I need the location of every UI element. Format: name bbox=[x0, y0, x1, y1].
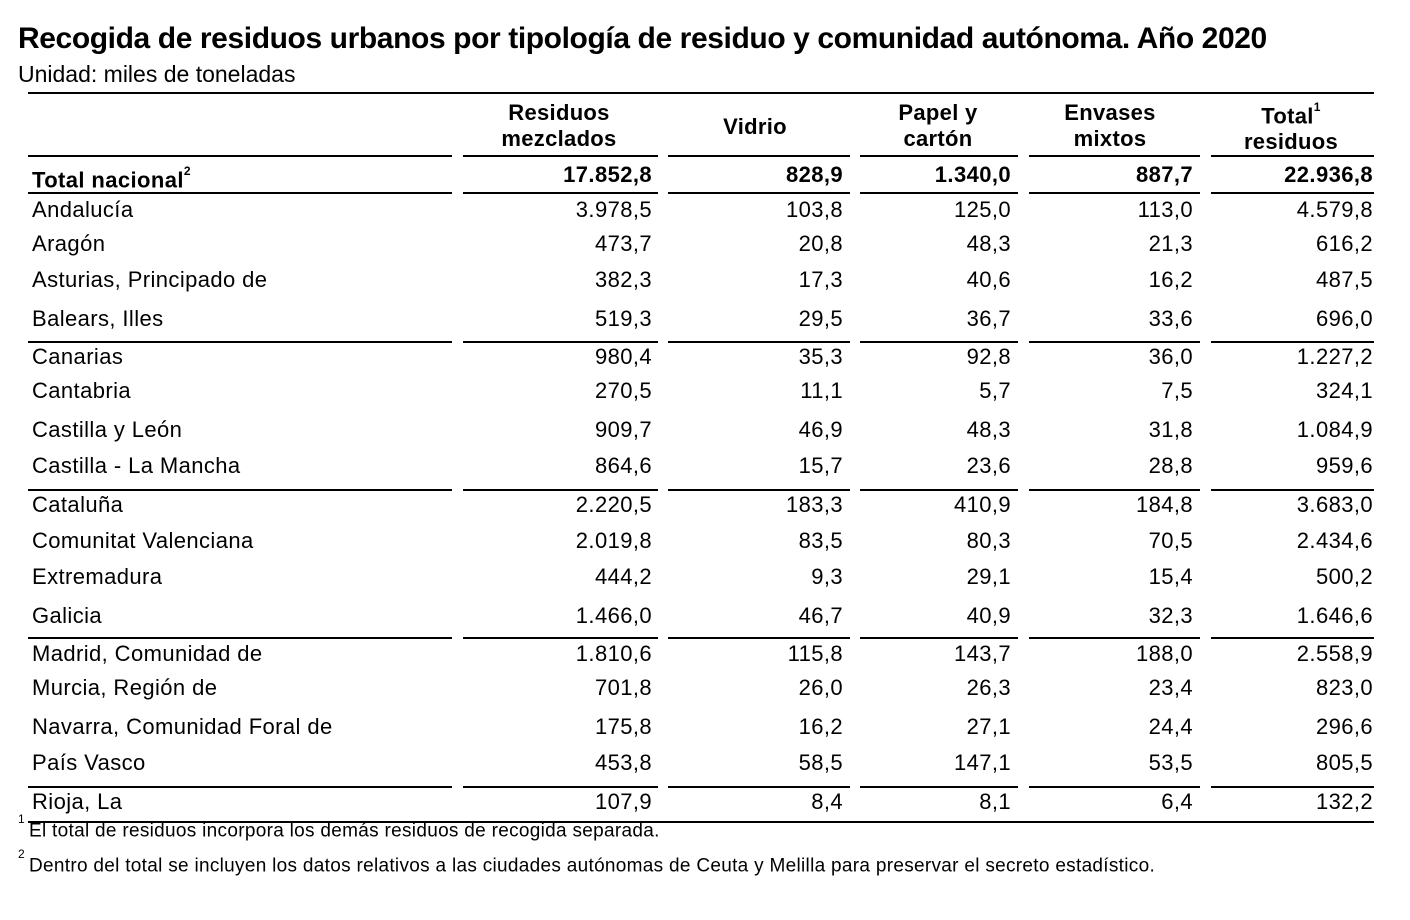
row-value: 823,0 bbox=[1315, 675, 1373, 700]
table-row bbox=[0, 227, 1410, 261]
group-separator bbox=[1211, 489, 1374, 491]
row-label bbox=[32, 193, 133, 227]
row-value: 444,2 bbox=[594, 564, 652, 589]
row-label-text: Galicia bbox=[32, 603, 103, 628]
row-value: 519,3 bbox=[594, 306, 652, 331]
table-row bbox=[0, 413, 1410, 447]
row-value: 701,8 bbox=[594, 675, 652, 700]
group-separator bbox=[463, 637, 658, 639]
header-underline bbox=[463, 155, 658, 157]
row-value: 23,4 bbox=[1148, 675, 1193, 700]
row-value: 28,8 bbox=[1148, 453, 1193, 478]
row-value: 15,4 bbox=[1148, 564, 1193, 589]
table-row bbox=[0, 599, 1410, 633]
group-separator bbox=[668, 786, 850, 788]
row-value: 1.810,6 bbox=[575, 641, 652, 666]
table-row bbox=[0, 710, 1410, 744]
row-value: 46,9 bbox=[798, 417, 843, 442]
row-value: 125,0 bbox=[953, 197, 1011, 222]
row-value: 6,4 bbox=[1161, 789, 1193, 814]
header-underline bbox=[668, 155, 850, 157]
group-separator bbox=[668, 637, 850, 639]
row-value: 16,2 bbox=[1148, 267, 1193, 292]
row-value: 132,2 bbox=[1315, 789, 1373, 814]
row-value: 83,5 bbox=[798, 528, 843, 553]
row-label-text: Canarias bbox=[32, 344, 124, 369]
top-rule bbox=[28, 92, 1374, 94]
group-separator bbox=[463, 489, 658, 491]
row-value: 40,6 bbox=[966, 267, 1011, 292]
row-value: 58,5 bbox=[798, 750, 843, 775]
table-row bbox=[0, 637, 1410, 671]
row-value: 188,0 bbox=[1135, 641, 1193, 666]
row-value: 7,5 bbox=[1161, 378, 1193, 403]
footnote bbox=[18, 812, 660, 842]
row-value: 35,3 bbox=[798, 344, 843, 369]
row-value: 805,5 bbox=[1315, 750, 1373, 775]
row-label-text: Asturias, Principado de bbox=[32, 267, 268, 292]
row-label-text: País Vasco bbox=[32, 750, 146, 775]
row-value: 1.340,0 bbox=[934, 162, 1011, 187]
group-separator bbox=[1211, 786, 1374, 788]
row-label-text: Murcia, Región de bbox=[32, 675, 218, 700]
group-separator bbox=[1029, 786, 1200, 788]
row-value: 324,1 bbox=[1315, 378, 1373, 403]
column-header-line: Envases bbox=[1064, 100, 1156, 125]
group-separator bbox=[28, 786, 452, 788]
table-row bbox=[0, 560, 1410, 594]
group-separator bbox=[668, 341, 850, 343]
row-value: 29,1 bbox=[966, 564, 1011, 589]
row-value: 500,2 bbox=[1315, 564, 1373, 589]
column-header bbox=[1020, 100, 1200, 152]
footnote-text: El total de residuos incorpora los demás residuos de recogida separada. bbox=[28, 820, 660, 842]
table-row bbox=[0, 488, 1410, 522]
row-value: 103,8 bbox=[785, 197, 843, 222]
row-label bbox=[32, 599, 102, 633]
row-value: 2.220,5 bbox=[575, 492, 652, 517]
header-underline bbox=[1029, 155, 1200, 157]
table-row bbox=[0, 302, 1410, 336]
row-value: 20,8 bbox=[798, 231, 843, 256]
row-value: 11,1 bbox=[800, 378, 843, 403]
row-value: 183,3 bbox=[785, 492, 843, 517]
group-separator bbox=[860, 637, 1018, 639]
column-header-line: residuos bbox=[1243, 129, 1339, 155]
group-separator bbox=[28, 341, 452, 343]
row-value: 115,8 bbox=[787, 641, 843, 666]
row-value: 959,6 bbox=[1315, 453, 1373, 478]
row-label bbox=[32, 263, 267, 297]
row-value: 5,7 bbox=[979, 378, 1011, 403]
group-separator bbox=[1029, 489, 1200, 491]
row-label bbox=[32, 413, 182, 447]
row-value: 1.646,6 bbox=[1296, 603, 1373, 628]
group-separator bbox=[1029, 341, 1200, 343]
row-label bbox=[32, 785, 122, 819]
row-value: 382,3 bbox=[594, 267, 652, 292]
row-value: 29,5 bbox=[798, 306, 843, 331]
footnote-mark: 2 bbox=[18, 847, 25, 861]
group-separator bbox=[463, 786, 658, 788]
row-value: 410,9 bbox=[953, 492, 1011, 517]
footnote bbox=[18, 847, 1156, 877]
row-value: 473,7 bbox=[594, 231, 652, 256]
table-row bbox=[0, 449, 1410, 483]
row-label-text: Comunitat Valenciana bbox=[32, 528, 254, 553]
row-value: 175,8 bbox=[594, 714, 652, 739]
row-label-text: Castilla y León bbox=[32, 417, 183, 442]
row-value: 48,3 bbox=[966, 417, 1011, 442]
row-label-text: Extremadura bbox=[32, 564, 163, 589]
row-value: 8,1 bbox=[979, 789, 1011, 814]
row-label bbox=[32, 488, 123, 522]
row-value: 15,7 bbox=[798, 453, 843, 478]
group-separator bbox=[463, 341, 658, 343]
row-label bbox=[32, 560, 162, 594]
table-row bbox=[0, 193, 1410, 227]
row-value: 980,4 bbox=[594, 344, 652, 369]
column-header-line: cartón bbox=[903, 126, 973, 151]
row-label-text: Andalucía bbox=[32, 197, 134, 222]
footnote-mark: 2 bbox=[183, 164, 191, 178]
table-row bbox=[0, 374, 1410, 408]
row-label bbox=[32, 227, 105, 261]
row-label bbox=[32, 671, 217, 705]
column-header bbox=[848, 100, 1028, 152]
header-underline bbox=[860, 155, 1018, 157]
row-value: 147,1 bbox=[953, 750, 1011, 775]
row-value: 46,7 bbox=[798, 603, 843, 628]
row-value: 864,6 bbox=[594, 453, 652, 478]
row-value: 36,7 bbox=[966, 306, 1011, 331]
row-value: 1.466,0 bbox=[575, 603, 652, 628]
row-value: 3.978,5 bbox=[575, 197, 652, 222]
footnote-text: Dentro del total se incluyen los datos relativos a las ciudades autónomas de Ceuta y Melilla para preservar el secreto estadístico. bbox=[28, 855, 1156, 877]
row-value: 26,0 bbox=[798, 675, 843, 700]
row-value: 296,6 bbox=[1315, 714, 1373, 739]
table-row bbox=[0, 263, 1410, 297]
row-label-text: Total nacional bbox=[32, 167, 184, 193]
row-value: 27,1 bbox=[966, 714, 1011, 739]
row-value: 2.019,8 bbox=[575, 528, 652, 553]
row-label bbox=[32, 524, 254, 558]
row-value: 80,3 bbox=[966, 528, 1011, 553]
total-row bbox=[0, 158, 1410, 192]
row-value: 17.852,8 bbox=[563, 162, 652, 187]
row-value: 53,5 bbox=[1148, 750, 1193, 775]
row-label bbox=[32, 340, 123, 374]
row-label-text: Castilla - La Mancha bbox=[32, 453, 241, 478]
group-separator bbox=[860, 786, 1018, 788]
group-separator bbox=[1029, 637, 1200, 639]
table-row bbox=[0, 785, 1410, 819]
row-value: 92,8 bbox=[966, 344, 1011, 369]
column-header-line: Papel y bbox=[898, 100, 978, 125]
header-underline bbox=[1211, 155, 1374, 157]
row-label-text: Rioja, La bbox=[32, 789, 123, 814]
row-value: 909,7 bbox=[594, 417, 652, 442]
row-label bbox=[32, 449, 241, 483]
row-label bbox=[32, 302, 164, 336]
row-value: 48,3 bbox=[966, 231, 1011, 256]
row-label-text: Navarra, Comunidad Foral de bbox=[32, 714, 333, 739]
row-value: 887,7 bbox=[1135, 162, 1193, 187]
row-value: 453,8 bbox=[594, 750, 652, 775]
column-header-line: Vidrio bbox=[723, 114, 787, 139]
row-value: 9,3 bbox=[811, 564, 843, 589]
row-label bbox=[32, 746, 146, 780]
column-header-line: Total bbox=[1261, 103, 1314, 129]
footnote-mark: 1 bbox=[1313, 100, 1321, 114]
row-value: 828,9 bbox=[785, 162, 843, 187]
row-value: 487,5 bbox=[1315, 267, 1373, 292]
footnote-mark: 1 bbox=[18, 812, 25, 826]
table-row bbox=[0, 671, 1410, 705]
row-value: 26,3 bbox=[966, 675, 1011, 700]
group-separator bbox=[28, 637, 452, 639]
row-value: 4.579,8 bbox=[1296, 197, 1373, 222]
row-value: 113,0 bbox=[1137, 197, 1193, 222]
row-value: 696,0 bbox=[1315, 306, 1373, 331]
row-label-text: Madrid, Comunidad de bbox=[32, 641, 263, 666]
row-value: 32,3 bbox=[1148, 603, 1193, 628]
row-value: 24,4 bbox=[1148, 714, 1193, 739]
row-value: 1.084,9 bbox=[1296, 417, 1373, 442]
table-row bbox=[0, 746, 1410, 780]
column-header bbox=[469, 100, 649, 152]
row-value: 36,0 bbox=[1148, 344, 1193, 369]
table-row bbox=[0, 340, 1410, 374]
group-separator bbox=[28, 489, 452, 491]
row-value: 2.434,6 bbox=[1296, 528, 1373, 553]
row-value: 16,2 bbox=[798, 714, 843, 739]
row-label bbox=[32, 637, 263, 671]
row-label-text: Cataluña bbox=[32, 492, 124, 517]
row-value: 3.683,0 bbox=[1296, 492, 1373, 517]
table-row bbox=[0, 524, 1410, 558]
row-label-text: Aragón bbox=[32, 231, 106, 256]
row-value: 2.558,9 bbox=[1296, 641, 1373, 666]
column-header-line: Residuos bbox=[508, 100, 610, 125]
row-value: 1.227,2 bbox=[1296, 344, 1373, 369]
header-underline bbox=[28, 155, 452, 157]
row-value: 616,2 bbox=[1315, 231, 1373, 256]
row-value: 40,9 bbox=[966, 603, 1011, 628]
group-separator bbox=[860, 489, 1018, 491]
column-header-line: mezclados bbox=[501, 126, 617, 151]
row-value: 17,3 bbox=[798, 267, 843, 292]
row-value: 107,9 bbox=[594, 789, 652, 814]
row-label bbox=[32, 374, 131, 408]
table-title: Recogida de residuos urbanos por tipología de residuo y comunidad autónoma. Año 2020 bbox=[18, 22, 1267, 55]
group-separator bbox=[860, 341, 1018, 343]
row-value: 70,5 bbox=[1148, 528, 1193, 553]
row-value: 23,6 bbox=[966, 453, 1011, 478]
row-label-text: Cantabria bbox=[32, 378, 131, 403]
group-separator bbox=[1211, 637, 1374, 639]
table-unit: Unidad: miles de toneladas bbox=[18, 61, 296, 87]
column-header-line: mixtos bbox=[1073, 126, 1147, 151]
row-value: 184,8 bbox=[1135, 492, 1193, 517]
row-value: 21,3 bbox=[1148, 231, 1193, 256]
row-value: 33,6 bbox=[1148, 306, 1193, 331]
column-header bbox=[665, 114, 845, 140]
row-value: 8,4 bbox=[811, 789, 843, 814]
group-separator bbox=[668, 489, 850, 491]
row-label bbox=[32, 710, 333, 744]
row-label-text: Balears, Illes bbox=[32, 306, 164, 331]
row-value: 143,7 bbox=[953, 641, 1011, 666]
group-separator bbox=[1211, 341, 1374, 343]
row-value: 31,8 bbox=[1148, 417, 1193, 442]
row-value: 270,5 bbox=[594, 378, 652, 403]
row-value: 22.936,8 bbox=[1284, 162, 1373, 187]
column-header bbox=[1201, 98, 1381, 155]
